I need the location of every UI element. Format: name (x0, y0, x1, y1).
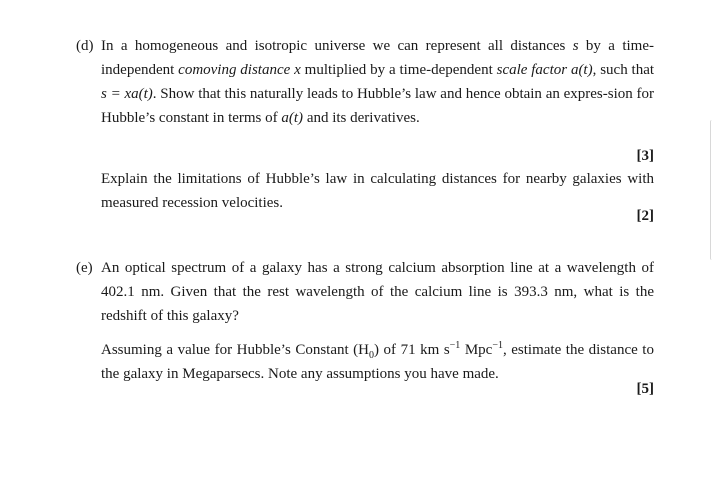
question-e-followup: Assuming a value for Hubble’s Constant $(H_0)$ of 71 km $s^{-1}$ Mpc$^{-1}$, estimate the distance to the galaxy in Megaparsecs. Note any assumptions you have made. (101, 340, 654, 382)
marks-d-followup: [2] (636, 208, 654, 224)
expr-s-equals: s = xa(t) (101, 86, 153, 102)
question-e-text: An optical spectrum of a galaxy has a strong calcium absorption line at a wavelength of 402.1 nm. Given that the rest wavelength of the calcium line is 393.3 nm, what is the redshift of this galaxy? (101, 260, 654, 324)
marks-e: [5] (636, 381, 654, 397)
question-d-text: In a homogeneous and isotropic universe we can represent all distances s by a time-independent comoving distance x multiplied by a time-dependent scale factor a(t), such that s = xa(t). Show that this naturally leads to Hubble’s law and hence obtain an expres-sion for Hubble’s constant in terms of a(t) and its derivatives. (101, 38, 655, 126)
question-d-label: (d) (76, 38, 94, 54)
scrollbar-edge[interactable] (710, 120, 715, 260)
term-comoving-distance: comoving distance (178, 62, 291, 78)
question-d-followup: Explain the limitations of Hubble’s law in calculating distances for nearby galaxies with measured recession velocities. (101, 171, 654, 211)
var-x: x (294, 62, 301, 78)
question-e-label: (e) (76, 260, 93, 276)
question-e (76, 256, 654, 328)
question-d (76, 34, 654, 130)
marks-d: [3] (636, 148, 654, 164)
var-s: s (572, 38, 579, 54)
expr-a-of-t-2: a(t) (281, 110, 304, 126)
expr-a-of-t: a(t) (570, 62, 593, 78)
term-scale-factor: scale factor (496, 62, 568, 78)
